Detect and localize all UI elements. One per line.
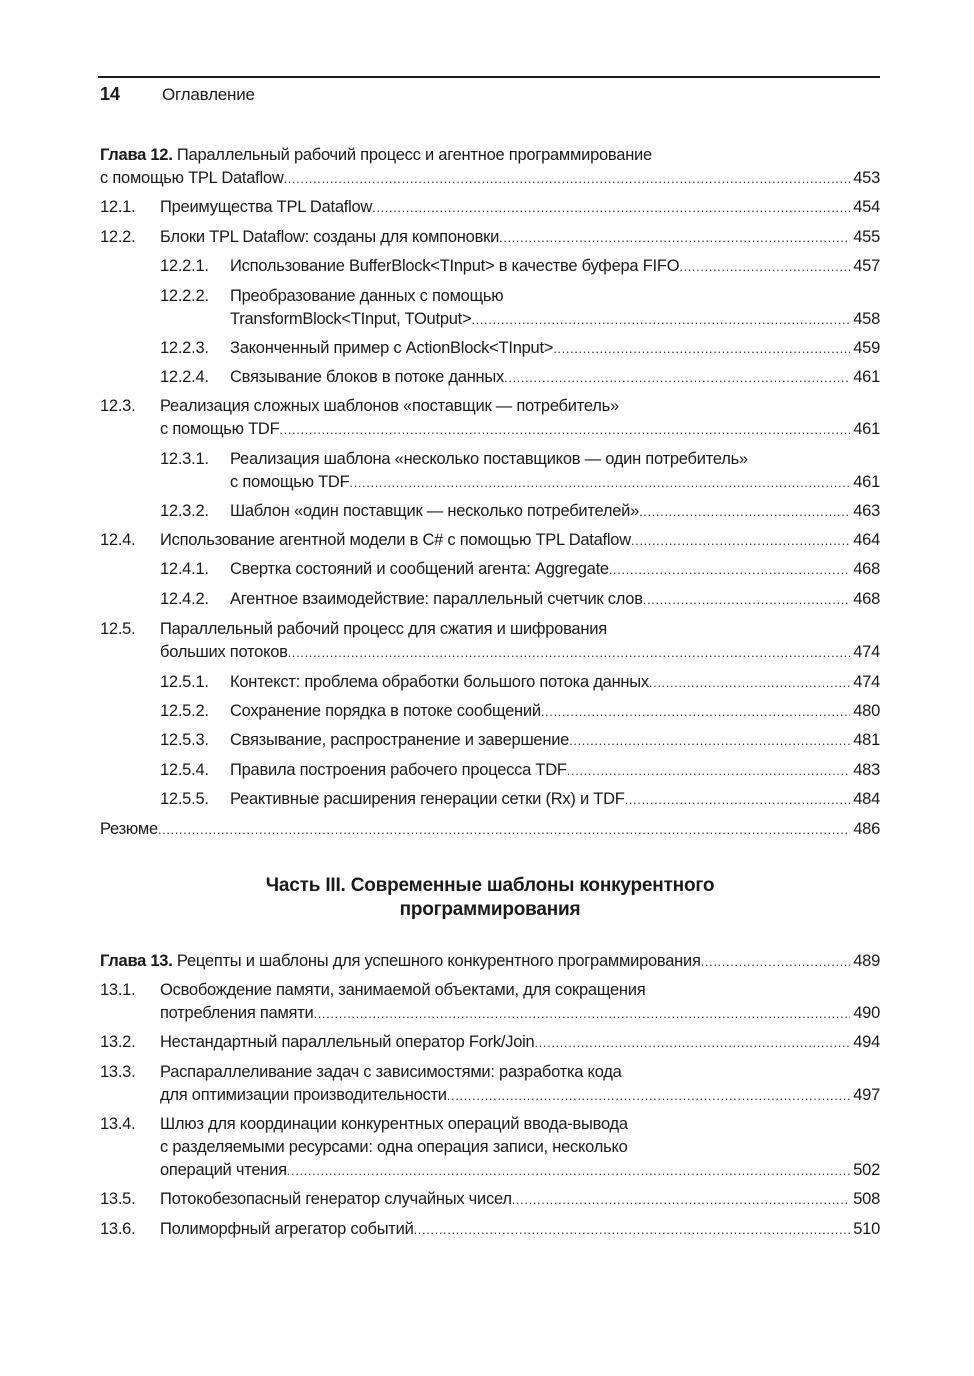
section-title: Свертка состояний и сообщений агента: Aggregate xyxy=(230,560,609,578)
page-ref: 486 xyxy=(853,820,880,838)
section-number: 12.5.1. xyxy=(160,673,209,691)
toc-item[interactable] xyxy=(100,1113,880,1182)
section-title: Шлюз для координации конкурентных операций ввода-вывода xyxy=(160,1115,628,1133)
section-number: 12.3.1. xyxy=(160,450,209,468)
section-title: Законченный пример с ActionBlock<TInput> xyxy=(230,339,554,357)
page-ref: 454 xyxy=(853,198,880,216)
section-number: 13.2. xyxy=(100,1033,136,1051)
section-number: 12.2.4. xyxy=(160,368,209,386)
page-ref: 457 xyxy=(853,257,880,275)
page-ref: 459 xyxy=(853,339,880,357)
section-title: Параллельный рабочий процесс для сжатия и шифрования xyxy=(160,620,607,638)
part-title-line2: программирования xyxy=(399,899,581,920)
toc-item[interactable] xyxy=(100,671,880,694)
section-number: 12.2.1. xyxy=(160,257,209,275)
page-ref: 484 xyxy=(853,790,880,808)
section-title: Контекст: проблема обработки большого потока данных xyxy=(230,673,649,691)
section-title: Агентное взаимодействие: параллельный счетчик слов xyxy=(230,590,643,608)
section-number: 12.2.3. xyxy=(160,339,209,357)
page-ref: 480 xyxy=(853,702,880,720)
toc-item[interactable] xyxy=(100,759,880,782)
toc-item[interactable] xyxy=(100,500,880,523)
dot-leader xyxy=(639,500,850,523)
page-ref: 489 xyxy=(853,952,880,970)
toc-item[interactable] xyxy=(100,196,880,219)
toc-item[interactable] xyxy=(100,588,880,611)
section-number: 12.3.2. xyxy=(160,502,209,520)
section-title: Нестандартный параллельный оператор Fork/Join xyxy=(160,1033,535,1051)
toc-item[interactable] xyxy=(100,788,880,811)
section-number: 13.1. xyxy=(100,981,136,999)
dot-leader xyxy=(567,759,850,782)
page-ref: 468 xyxy=(853,590,880,608)
dot-leader xyxy=(504,366,850,389)
dot-leader xyxy=(609,558,850,581)
section-title: с помощью TDF xyxy=(160,420,280,438)
page-ref: 453 xyxy=(853,169,880,187)
dot-leader xyxy=(314,1002,851,1025)
section-number: 12.1. xyxy=(100,198,136,216)
dot-leader xyxy=(287,1159,850,1182)
section-title: Полиморфный агрегатор событий xyxy=(160,1220,414,1238)
toc-item[interactable] xyxy=(100,366,880,389)
chapter-title: Рецепты и шаблоны для успешного конкурентного программирования xyxy=(176,952,701,970)
toc-item[interactable] xyxy=(100,1061,880,1107)
section-title: Связывание блоков в потоке данных xyxy=(230,368,505,386)
running-header-title: Оглавление xyxy=(162,85,255,104)
section-title: Преимущества TPL Dataflow xyxy=(160,198,373,216)
section-title: с разделяемыми ресурсами: одна операция записи, несколько xyxy=(160,1138,628,1156)
section-title: TransformBlock<TInput, TOutput> xyxy=(230,310,472,328)
dot-leader xyxy=(701,950,851,973)
section-number: 12.4.2. xyxy=(160,590,209,608)
dot-leader xyxy=(535,1031,851,1054)
page-number: 14 xyxy=(100,84,121,104)
page-ref: 474 xyxy=(853,643,880,661)
section-title: потребления памяти xyxy=(160,1004,314,1022)
summary-label: Резюме xyxy=(100,820,158,838)
section-title: Потокобезопасный генератор случайных чисел xyxy=(160,1190,512,1208)
toc-item[interactable] xyxy=(100,226,880,249)
section-title: для оптимизации производительности xyxy=(160,1086,447,1104)
dot-leader xyxy=(625,788,851,811)
section-number: 12.5.5. xyxy=(160,790,209,808)
page-ref: 490 xyxy=(853,1004,880,1022)
dot-leader xyxy=(288,641,851,664)
part-title-line1: Часть III. Современные шаблоны конкурентного xyxy=(265,875,715,896)
section-number: 13.6. xyxy=(100,1220,136,1238)
dot-leader xyxy=(414,1218,851,1241)
section-number: 12.4. xyxy=(100,531,136,549)
section-number: 12.2. xyxy=(100,228,136,246)
section-number: 12.5. xyxy=(100,620,136,638)
page-ref: 468 xyxy=(853,560,880,578)
dot-leader xyxy=(471,308,850,331)
section-number: 12.3. xyxy=(100,397,136,415)
section-title: Реактивные расширения генерации сетки (Rx) и TDF xyxy=(230,790,625,808)
section-title: Распараллеливание задач с зависимостями: разработка кода xyxy=(160,1063,622,1081)
toc-item[interactable] xyxy=(100,1031,880,1054)
section-title: Преобразование данных с помощью xyxy=(230,287,504,305)
dot-leader xyxy=(541,700,850,723)
dot-leader xyxy=(631,529,850,552)
toc-chapter-12[interactable] xyxy=(100,144,880,190)
toc-item[interactable] xyxy=(100,1218,880,1241)
chapter-title: Параллельный рабочий процесс и агентное программирование xyxy=(176,146,652,164)
page-ref: 455 xyxy=(853,228,880,246)
section-number: 12.2.2. xyxy=(160,287,209,305)
section-title: Использование BufferBlock<TInput> в качестве буфера FIFO xyxy=(230,257,680,275)
dot-leader xyxy=(372,196,850,219)
dot-leader xyxy=(553,337,850,360)
section-number: 12.5.4. xyxy=(160,761,209,779)
page-ref: 510 xyxy=(853,1220,880,1238)
toc-item[interactable] xyxy=(100,448,880,494)
dot-leader xyxy=(679,255,850,278)
toc-summary[interactable] xyxy=(100,818,880,841)
toc-chapter-13[interactable] xyxy=(100,950,880,973)
page-ref: 463 xyxy=(853,502,880,520)
toc-item[interactable] xyxy=(100,558,880,581)
toc-item[interactable] xyxy=(100,700,880,723)
toc-item[interactable] xyxy=(100,395,880,441)
section-number: 13.4. xyxy=(100,1115,136,1133)
page-ref: 502 xyxy=(853,1161,880,1179)
page-ref: 458 xyxy=(853,310,880,328)
toc-item[interactable] xyxy=(100,529,880,552)
section-title: Сохранение порядка в потоке сообщений xyxy=(230,702,541,720)
page-ref: 474 xyxy=(853,673,880,691)
section-title: больших потоков xyxy=(160,643,288,661)
section-title: Использование агентной модели в C# с помощью TPL Dataflow xyxy=(160,531,631,549)
dot-leader xyxy=(643,588,850,611)
toc-item[interactable] xyxy=(100,285,880,331)
toc-item[interactable] xyxy=(100,337,880,360)
section-title: Освобождение памяти, занимаемой объектами, для сокращения xyxy=(160,981,646,999)
page-ref: 481 xyxy=(853,731,880,749)
page-ref: 508 xyxy=(853,1190,880,1208)
section-title: Правила построения рабочего процесса TDF xyxy=(230,761,567,779)
page-ref: 461 xyxy=(853,368,880,386)
toc-item[interactable] xyxy=(100,255,880,278)
page-ref: 483 xyxy=(853,761,880,779)
section-number: 13.5. xyxy=(100,1190,136,1208)
dot-leader xyxy=(649,671,850,694)
part-title xyxy=(100,874,880,922)
section-title: Реализация сложных шаблонов «поставщик — потребитель» xyxy=(160,397,619,415)
dot-leader xyxy=(349,471,850,494)
section-title: Связывание, распространение и завершение xyxy=(230,731,570,749)
page-ref: 461 xyxy=(853,420,880,438)
chapter-label: Глава 13. xyxy=(100,952,173,970)
section-title: Блоки TPL Dataflow: созданы для компоновки xyxy=(160,228,500,246)
page-ref: 464 xyxy=(853,531,880,549)
section-title: Реализация шаблона «несколько поставщиков — один потребитель» xyxy=(230,450,748,468)
toc-item[interactable] xyxy=(100,1188,880,1211)
toc-item[interactable] xyxy=(100,979,880,1025)
section-number: 12.4.1. xyxy=(160,560,209,578)
dot-leader xyxy=(284,167,851,190)
page-ref: 494 xyxy=(853,1033,880,1051)
toc-item[interactable] xyxy=(100,618,880,664)
dot-leader xyxy=(447,1084,850,1107)
page-ref: 461 xyxy=(853,473,880,491)
dot-leader xyxy=(569,729,850,752)
page-ref: 497 xyxy=(853,1086,880,1104)
dot-leader xyxy=(279,418,850,441)
section-number: 13.3. xyxy=(100,1063,136,1081)
section-title: операций чтения xyxy=(160,1161,287,1179)
toc-item[interactable] xyxy=(100,729,880,752)
section-number: 12.5.2. xyxy=(160,702,209,720)
section-title: с помощью TDF xyxy=(230,473,350,491)
section-number: 12.5.3. xyxy=(160,731,209,749)
dot-leader xyxy=(499,226,850,249)
dot-leader xyxy=(512,1188,850,1211)
header-rule xyxy=(98,76,880,78)
dot-leader xyxy=(158,818,850,841)
chapter-label: Глава 12. xyxy=(100,146,173,164)
chapter-title-cont: с помощью TPL Dataflow xyxy=(100,169,284,187)
section-title: Шаблон «один поставщик — несколько потребителей» xyxy=(230,502,640,520)
